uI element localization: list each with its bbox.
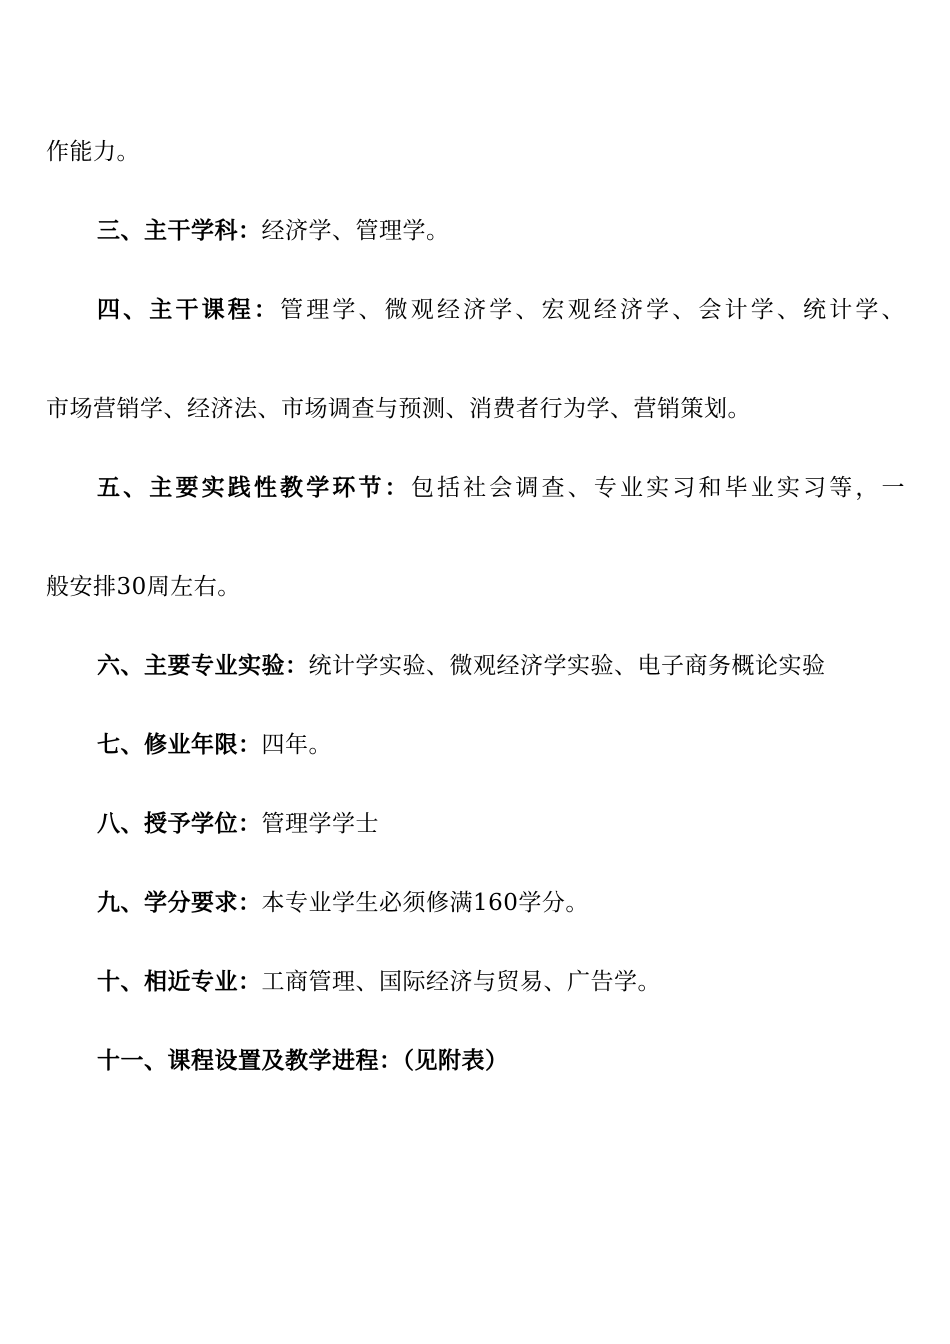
section-main-disciplines (97, 216, 450, 246)
section-heading: 十、相近专业： (97, 969, 262, 995)
section-main-courses (97, 295, 905, 325)
section-body: 工商管理、国际经济与贸易、广告学。 (261, 969, 661, 995)
section-heading: 四、主干课程： (97, 297, 281, 323)
section-curriculum (97, 1046, 509, 1076)
section-heading: 七、修业年限： (97, 732, 262, 758)
section-heading: 五、主要实践性教学环节： (97, 475, 411, 501)
section-practice (97, 473, 905, 503)
section-body: 包括社会调查、专业实习和毕业实习等，一 (410, 475, 906, 501)
section-degree (97, 809, 379, 839)
section-heading: 六、主要专业实验： (97, 653, 309, 679)
section-body: 管理学学士 (261, 811, 379, 837)
section-body: 本专业学生必须修满160学分。 (261, 890, 589, 916)
text-line-continuation (46, 137, 140, 167)
section-duration (97, 730, 332, 760)
section-heading: 八、授予学位： (97, 811, 262, 837)
body-text: 市场营销学、经济法、市场调查与预测、消费者行为学、营销策划。 (46, 396, 751, 422)
section-body: 四年。 (261, 732, 332, 758)
section-heading: 十一、课程设置及教学进程：（见附表） (97, 1048, 509, 1074)
section-heading: 九、学分要求： (97, 890, 262, 916)
text-line-continuation (46, 394, 751, 424)
section-body: 统计学实验、微观经济学实验、电子商务概论实验 (308, 653, 826, 679)
section-experiments (97, 651, 826, 681)
body-text: 作能力。 (46, 139, 140, 165)
text-line-continuation (46, 572, 241, 602)
section-related-majors (97, 967, 661, 997)
body-text: 般安排30周左右。 (46, 574, 241, 600)
section-heading: 三、主干学科： (97, 218, 262, 244)
section-body: 管理学、微观经济学、宏观经济学、会计学、统计学、 (280, 297, 906, 323)
section-body: 经济学、管理学。 (261, 218, 450, 244)
section-credits (97, 888, 589, 918)
